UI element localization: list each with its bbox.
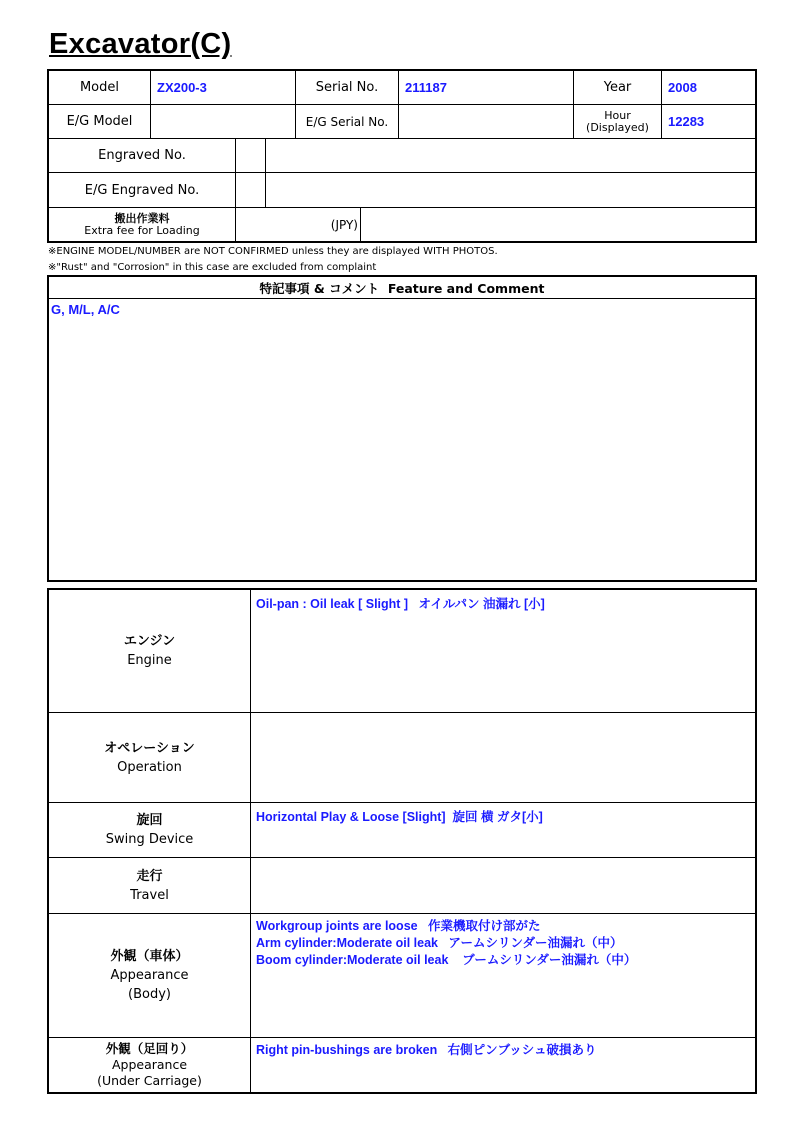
section-label-operation-en: Operation bbox=[117, 759, 182, 775]
section-label-body-jp: 外観（車体） bbox=[110, 949, 189, 964]
model-value: ZX200-3 bbox=[157, 80, 207, 95]
engine-line: Oil-pan : Oil leak [ Slight ] オイルパン 油漏れ [小] bbox=[256, 597, 545, 611]
section-label-body-en: Appearance bbox=[110, 968, 189, 983]
loading-fee-label-jp: 搬出作業料 bbox=[114, 212, 170, 225]
section-label-swing-jp: 旋回 bbox=[136, 813, 163, 828]
model-label: Model bbox=[79, 80, 120, 95]
section-label-operation-jp: オペレーション bbox=[104, 740, 195, 756]
loading-fee-label-en: Extra fee for Loading bbox=[84, 224, 200, 237]
note-engine-confirmation: ※ENGINE MODEL/NUMBER are NOT CONFIRMED unless they are displayed WITH PHOTOS. bbox=[48, 246, 498, 257]
section-label-travel-en: Travel bbox=[130, 887, 169, 903]
section-label-uc-jp: 外観（足回り） bbox=[105, 1041, 194, 1056]
section-label-swing-en: Swing Device bbox=[105, 832, 194, 847]
body-line-3: Boom cylinder:Moderate oil leak ブームシリンダー油漏れ（中） bbox=[256, 953, 637, 967]
undercarriage-line: Right pin-bushings are broken 右側ピンブッシュ破損あり bbox=[256, 1043, 597, 1057]
section-label-appearance-undercarriage bbox=[49, 1038, 250, 1092]
serial-value: 211187 bbox=[405, 80, 447, 95]
section-value-appearance-body bbox=[251, 914, 755, 1037]
section-label-body-en2: (Body) bbox=[128, 987, 171, 1002]
loading-fee-label bbox=[49, 208, 235, 242]
section-value-engine bbox=[251, 590, 755, 712]
section-value-swing bbox=[251, 803, 755, 857]
body-line-1: Workgroup joints are loose 作業機取付け部がた bbox=[256, 919, 541, 933]
section-label-appearance-body bbox=[49, 914, 250, 1037]
serial-label: Serial No. bbox=[315, 80, 379, 95]
engraved-label: Engraved No. bbox=[98, 148, 186, 163]
swing-line: Horizontal Play & Loose [Slight] 旋回 横 ガタ[小] bbox=[256, 810, 543, 824]
section-label-swing bbox=[49, 803, 250, 857]
hour-label-line2: (Displayed) bbox=[586, 120, 649, 134]
section-label-engine bbox=[49, 590, 250, 712]
hour-value: 12283 bbox=[668, 114, 705, 129]
page-title: Excavator(C) bbox=[49, 28, 232, 60]
section-label-travel bbox=[49, 858, 250, 913]
eg-serial-label: E/G Serial No. bbox=[305, 114, 389, 129]
eg-serial-value bbox=[399, 105, 573, 138]
section-label-engine-en: Engine bbox=[127, 653, 172, 668]
year-label: Year bbox=[603, 80, 632, 95]
feature-text: G, M/L, A/C bbox=[51, 302, 120, 317]
loading-fee-unit: (JPY) bbox=[330, 218, 358, 232]
section-label-operation bbox=[49, 713, 250, 802]
year-value: 2008 bbox=[668, 80, 697, 95]
section-label-uc-en2: (Under Carriage) bbox=[97, 1073, 202, 1088]
section-label-uc-en: Appearance bbox=[111, 1057, 188, 1072]
eg-model-label: E/G Model bbox=[66, 114, 133, 129]
section-label-travel-jp: 走行 bbox=[136, 868, 163, 884]
eg-engraved-label: E/G Engraved No. bbox=[84, 182, 200, 198]
eg-model-value bbox=[151, 105, 295, 138]
section-value-appearance-undercarriage bbox=[251, 1038, 755, 1092]
section-label-engine-jp: エンジン bbox=[123, 634, 176, 649]
body-line-2: Arm cylinder:Moderate oil leak アームシリンダー油漏れ（中） bbox=[256, 936, 623, 950]
hour-label bbox=[574, 105, 661, 138]
hour-label-line1: Hour bbox=[604, 108, 631, 122]
feature-box bbox=[47, 275, 757, 582]
note-rust-exclusion: ※"Rust" and "Corrosion" in this case are excluded from complaint bbox=[48, 262, 377, 273]
feature-header: 特記事項 & コメント Feature and Comment bbox=[259, 280, 545, 296]
